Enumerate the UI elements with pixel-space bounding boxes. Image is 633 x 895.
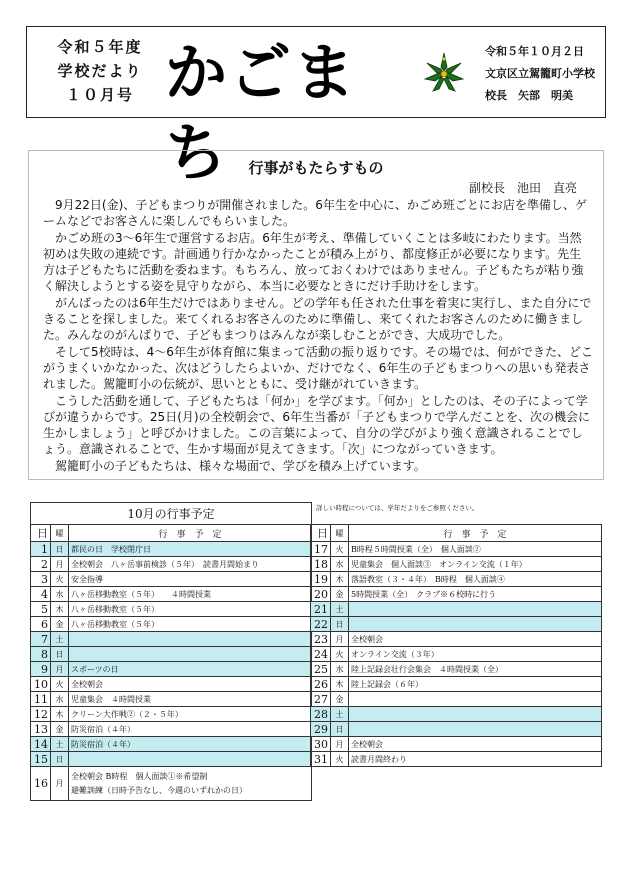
schedule-weekday: 木 [51,602,69,617]
principal-name: 校長 矢部 明美 [485,89,573,102]
schedule-weekday: 月 [51,662,69,677]
schedule-row [31,557,312,572]
schedule-row [311,557,602,572]
schedule-event-line: 避難訓練（日時予告なし、今週のいずれかの日） [71,785,247,795]
article-title: 行事がもたらすもの [248,159,384,177]
schedule-weekday: 月 [331,737,349,752]
schedule-day: 22 [311,617,331,632]
schedule-day: 8 [31,647,51,662]
article-paragraph: がんばったのは6年生だけではありません。どの学年も任された仕事を着実に実行し、また自分にできることを探しました。来てくれるお客さんのために準備し、来てくれたお客さんのために働きました。みんなのがんばりで、子どもまつりはみんなが楽しむことができ、大成功でした。 [43,295,592,343]
schedule-row [311,752,602,767]
schedule-weekday: 木 [331,677,349,692]
schedule-day: 13 [31,722,51,737]
article-paragraph: かごめ班の3～6年生で運営するお店。6年生が考え、準備していくことは多岐にわたります。当然初めは失敗の連続です。計画通り行かなかったことが積み上がり、都度修正が必要になります。先生方は子どもたちに活動を委ねます。もちろん、放っておくわけではありません。子どもたちが粘り強く解決しようとする姿を見守りながら、本当に必要なときにだけ手助けをします。 [43,230,584,294]
schedule-row [311,692,602,707]
schedule-event: 陸上記録会（６年） [349,677,602,692]
schedule-event: 防災宿泊（４年） [69,737,312,752]
schedule-row [311,572,602,587]
schedule-event: 全校朝会 [69,677,312,692]
schedule-row [311,602,602,617]
schedule-weekday: 金 [51,722,69,737]
schedule-weekday: 土 [331,602,349,617]
schedule-row [31,722,312,737]
schedule-event [349,692,602,707]
col-header-dow: 曜 [51,525,69,542]
schedule-day: 20 [311,587,331,602]
schedule-day: 23 [311,632,331,647]
schedule-row [311,632,602,647]
schedule-day: 2 [31,557,51,572]
schedule-event: 八ヶ岳移動教室（５年） ４時間授業 [69,587,312,602]
school-emblem-icon [423,49,465,95]
schedule-note: 詳しい時程については、学年だよりをご参照ください。 [316,504,479,512]
schedule-row [311,707,602,722]
issue-line-name: 学校だより [57,62,143,80]
schedule-event: クリーン大作戦②（２・５年） [69,707,312,722]
schedule-weekday: 月 [331,632,349,647]
schedule-table-left [30,524,312,801]
schedule-day: 24 [311,647,331,662]
schedule-day: 27 [311,692,331,707]
schedule-event [69,647,312,662]
schedule-weekday: 火 [51,677,69,692]
schedule-row [31,647,312,662]
schedule-weekday: 水 [331,662,349,677]
schedule-event [349,707,602,722]
schedule-weekday: 水 [331,557,349,572]
schedule-event: 児童集会 個人面談③ オンライン交流（１年） [349,557,602,572]
schedule-row [31,707,312,722]
schedule-weekday: 火 [331,647,349,662]
schedule-weekday: 金 [331,692,349,707]
schedule-weekday: 金 [331,587,349,602]
schedule-day: 12 [31,707,51,722]
schedule-event [69,752,312,767]
schedule-row [311,587,602,602]
schedule-day: 7 [31,632,51,647]
schedule-weekday: 金 [51,617,69,632]
schedule-weekday: 土 [51,632,69,647]
schedule-day: 11 [31,692,51,707]
schedule-row [311,662,602,677]
schedule-day: 19 [311,572,331,587]
schedule-row [31,602,312,617]
schedule-day: 25 [311,662,331,677]
schedule-row [31,737,312,752]
col-header-dow: 曜 [331,525,349,542]
newsletter-title: かごまち [165,36,358,189]
schedule-day: 26 [311,677,331,692]
issue-line-month: １０月号 [65,86,134,104]
schedule-row [31,572,312,587]
schedule-event: 5時間授業（全） クラブ※６校時に行う [349,587,602,602]
schedule-day: 10 [31,677,51,692]
schedule-weekday: 木 [331,572,349,587]
schedule-day: 3 [31,572,51,587]
article-paragraph: こうした活動を通して、子どもたちは「何か」を学びます。「何か」としたのは、その子によって学びが違うからです。25日(月)の全校朝会で、6年生当番が「子どもまつりで学んだことを、次の機会に生かしましょう」と呼びかけました。この言葉によって、自分の学びがより強く意識されることでしょう。意識されることで、生かす場面が見えてきます。「次」につながっていきます。 [43,393,590,457]
schedule-title: 10月の行事予定 [30,502,312,524]
issue-date: 令和５年１０月２日 [485,45,584,58]
schedule-row [31,662,312,677]
schedule-day: 15 [31,752,51,767]
col-header-event: 行 事 予 定 [69,525,312,542]
schedule-day: 30 [311,737,331,752]
schedule-weekday: 日 [331,617,349,632]
article-paragraph: そして5校時は、4～6年生が体育館に集まって活動の振り返りです。その場では、何ができた、どこがうまくいかなかった、次はどうしたらよいか、だけでなく、6年生の子どもまつりへの思いも発表されました。駕籠町小の伝統が、思いとともに、受け継がれていきます。 [43,344,593,392]
col-header-day: 日 [31,525,51,542]
schedule-event [349,722,602,737]
schedule-day: 16 [31,767,51,801]
schedule-day: 29 [311,722,331,737]
schedule-event: スポーツの日 [69,662,312,677]
article-body [43,197,593,474]
schedule-weekday: 日 [51,542,69,557]
schedule-weekday: 火 [331,542,349,557]
school-name: 文京区立駕籠町小学校 [485,67,595,80]
schedule-event: 防災宿泊（４年） [69,722,312,737]
article-paragraph: 駕籠町小の子どもたちは、様々な場面で、学びを積み上げています。 [55,458,426,473]
schedule-weekday: 日 [51,647,69,662]
article-paragraph: 9月22日(金)、子どもまつりが開催されました。6年生を中心に、かごめ班ごとにお店を準備し、ゲームなどでお客さんに楽しんでもらいました。 [43,198,587,229]
schedule-weekday: 日 [51,752,69,767]
schedule-row [311,542,602,557]
schedule-event: 読書月間終わり [349,752,602,767]
schedule-row [31,752,312,767]
schedule-event: 全校朝会 八ヶ岳事前検診（５年） 読書月間始まり [69,557,312,572]
article-box [28,150,604,480]
schedule-weekday: 土 [51,737,69,752]
schedule-day: 21 [311,602,331,617]
schedule-table-right [310,524,602,767]
schedule-row [311,617,602,632]
issue-line-year: 令和５年度 [57,38,143,56]
schedule-event: 陸上記録会壮行会集会 ４時間授業（全） [349,662,602,677]
schedule-day: 18 [311,557,331,572]
schedule-day: 6 [31,617,51,632]
schedule-weekday: 木 [51,707,69,722]
schedule-row [31,692,312,707]
schedule-row [311,647,602,662]
schedule-row [31,617,312,632]
schedule-day: 28 [311,707,331,722]
schedule-row [311,677,602,692]
schedule-day: 14 [31,737,51,752]
issue-info [485,41,605,107]
schedule-day: 9 [31,662,51,677]
schedule-event: 八ヶ岳移動教室（５年） [69,602,312,617]
schedule-weekday: 月 [51,557,69,572]
schedule-event [349,602,602,617]
article-author: 副校長 池田 直亮 [468,181,577,195]
schedule-row [31,587,312,602]
schedule-row [31,632,312,647]
schedule-day: 17 [311,542,331,557]
schedule-event [69,632,312,647]
schedule-event: 落語教室（３・４年） B時程 個人面談④ [349,572,602,587]
schedule-event: 児童集会 ４時間授業 [69,692,312,707]
schedule-row [311,722,602,737]
schedule-row [31,767,312,801]
schedule-day: 1 [31,542,51,557]
schedule-day: 31 [311,752,331,767]
issue-label [35,35,165,107]
schedule-weekday: 日 [331,722,349,737]
schedule-event: 八ヶ岳移動教室（５年） [69,617,312,632]
schedule-row [31,542,312,557]
schedule-day: 5 [31,602,51,617]
schedule-weekday: 火 [51,572,69,587]
schedule-event-line: 全校朝会 B時程 個人面談①※希望制 [71,771,208,781]
schedule-event: 都民の日 学校閉庁日 [69,542,312,557]
schedule-event [349,617,602,632]
schedule-weekday: 水 [51,692,69,707]
col-header-event: 行 事 予 定 [349,525,602,542]
schedule-row [31,677,312,692]
schedule-event: 安全指導 [69,572,312,587]
schedule-weekday: 火 [331,752,349,767]
col-header-day: 日 [311,525,331,542]
schedule-weekday: 月 [51,767,69,801]
schedule-day: 4 [31,587,51,602]
schedule-event: B時程５時間授業（全） 個人面談② [349,542,602,557]
schedule-event [69,767,312,801]
schedule-event: 全校朝会 [349,632,602,647]
schedule-weekday: 水 [51,587,69,602]
schedule-event: オンライン交流（３年） [349,647,602,662]
schedule-weekday: 土 [331,707,349,722]
schedule-row [311,737,602,752]
schedule-event: 全校朝会 [349,737,602,752]
